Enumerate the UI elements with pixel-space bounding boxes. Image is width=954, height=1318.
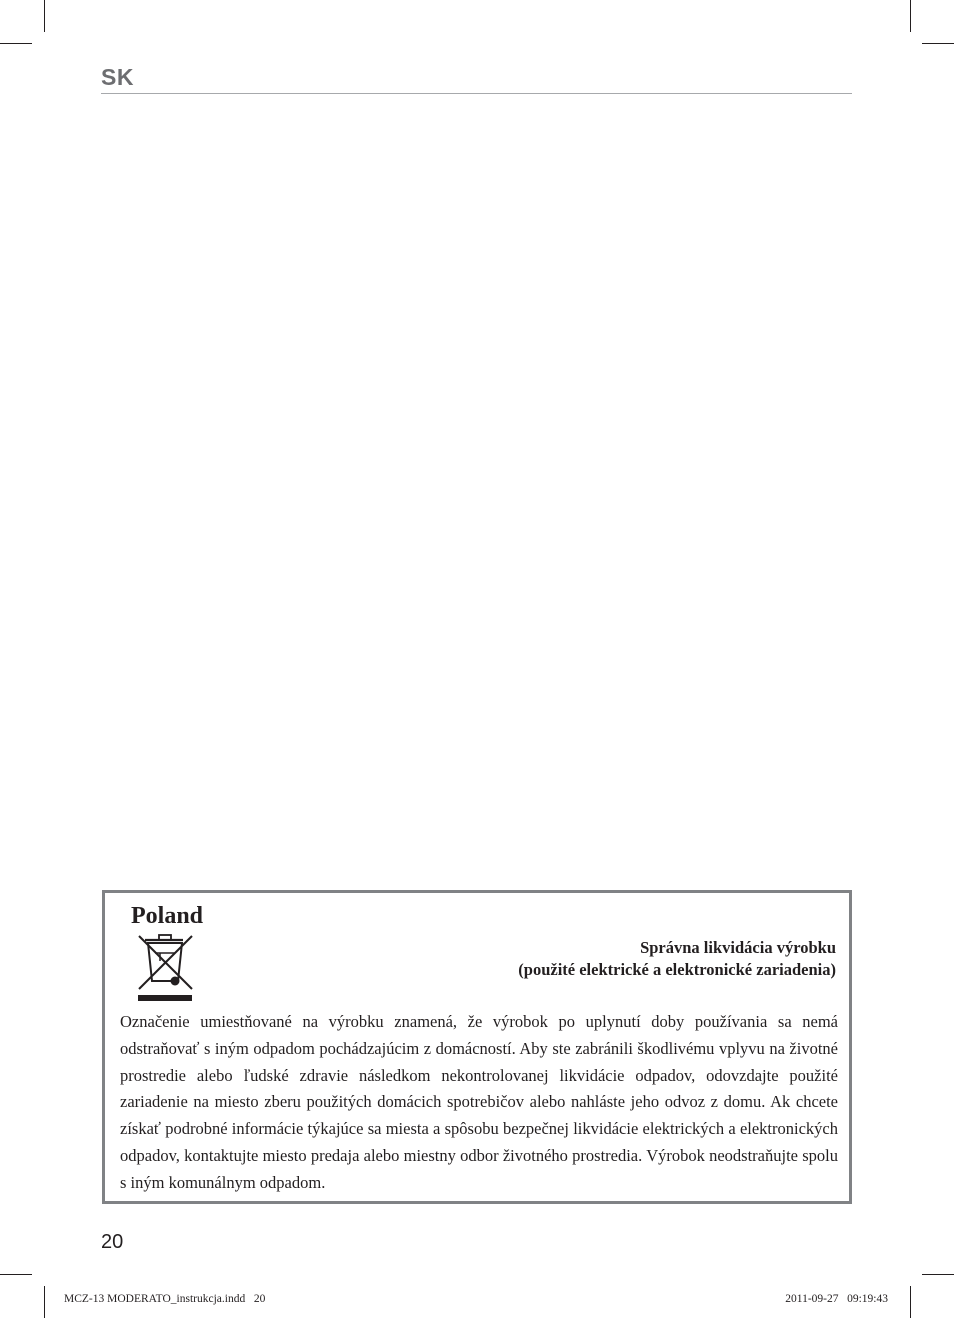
- print-timestamp: 2011-09-27 09:19:43: [785, 1293, 888, 1305]
- disposal-title-line1: Správna likvidácia výrobku: [640, 938, 836, 957]
- disposal-info-box: [102, 890, 852, 1204]
- crop-mark-top-right: [910, 0, 911, 32]
- header-divider: [101, 93, 852, 94]
- crop-mark-bottom-left: [44, 1286, 45, 1318]
- crop-mark-top-left-h: [0, 43, 32, 44]
- page-number: 20: [101, 1231, 124, 1253]
- crop-mark-bottom-right: [910, 1286, 911, 1318]
- crop-mark-bottom-right-h: [922, 1274, 954, 1275]
- crop-mark-top-right-h: [922, 43, 954, 44]
- file-slug: MCZ-13 MODERATO_instrukcja.indd 20: [64, 1293, 266, 1305]
- disposal-title-line2: (použité elektrické a elektronické zariadenia): [518, 960, 836, 979]
- crossed-wheelie-bin-icon: [135, 931, 195, 1005]
- language-code: SK: [101, 64, 134, 90]
- crop-mark-bottom-left-h: [0, 1274, 32, 1275]
- country-label: Poland: [131, 903, 204, 929]
- disposal-body-text: Označenie umiestňované na výrobku znamená, že výrobok po uplynutí doby používania sa nemá odstraňovať s iným odpadom pochádzajúcim z domácností. Aby ste zabránili škodlivému vplyvu na životné prostredie alebo ľudské zdravie následkom nekontrolovanej likvidácie odpadov, odovzdajte použité zariadenie na miesto zberu použitých domácich spotrebičov alebo nahláste jeho odvoz z domu. Ak chcete získať podrobné informácie týkajúce sa miesta a spôsobu bezpečnej likvidácie elektrických a elektronických odpadov, kontaktujte miesto predaja alebo miestny odbor životného prostredia. Výrobok neodstraňujte spolu s iným komunálnym odpadom.: [120, 1012, 838, 1192]
- disposal-title: [518, 937, 836, 981]
- crop-mark-top-left: [44, 0, 45, 32]
